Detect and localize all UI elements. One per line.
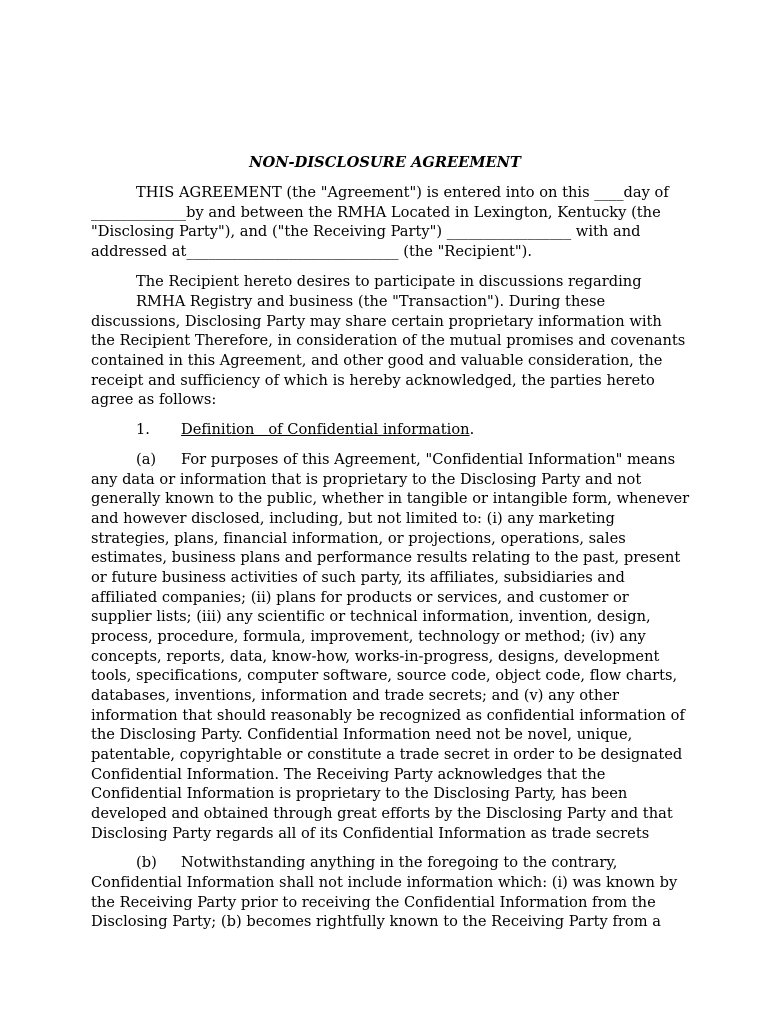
section-number: 1. xyxy=(136,421,150,438)
para-a-line: For purposes of this Agreement, "Confidential Information" means xyxy=(181,451,676,468)
para-a-line: concepts, reports, data, know-how, works-in-progress, designs, development xyxy=(91,648,660,665)
intro-line: THIS AGREEMENT (the "Agreement") is entered into on this ____day of xyxy=(136,184,669,201)
section-heading-period: . xyxy=(469,421,475,438)
para-a-label: (a) xyxy=(136,451,157,468)
para-b-line: Notwithstanding anything in the foregoing to the contrary, xyxy=(181,854,618,871)
para-a-line: affiliated companies; (ii) plans for products or services, and customer or xyxy=(91,589,629,606)
intro-line: _____________by and between the RMHA Located in Lexington, Kentucky (the xyxy=(91,204,661,221)
para-a-line: estimates, business plans and performance results relating to the past, present xyxy=(91,549,681,566)
recital-line: contained in this Agreement, and other good and valuable consideration, the xyxy=(91,352,663,369)
para-a-line: Confidential Information. The Receiving Party acknowledges that the xyxy=(91,766,606,783)
para-a-line: or future business activities of such party, its affiliates, subsidiaries and xyxy=(91,569,625,586)
para-a-line: patentable, copyrightable or constitute a trade secret in order to be designated xyxy=(91,746,683,763)
para-a-line: supplier lists; (iii) any scientific or technical information, invention, design, xyxy=(91,608,651,625)
para-a-line: Confidential Information is proprietary to the Disclosing Party, has been xyxy=(91,785,628,802)
para-a-line: Disclosing Party regards all of its Confidential Information as trade secrets xyxy=(91,825,650,842)
recital-line: agree as follows: xyxy=(91,391,217,408)
recital-line: the Recipient Therefore, in consideration of the mutual promises and covenants xyxy=(91,332,686,349)
recital-line: RMHA Registry and business (the "Transaction"). During these xyxy=(136,293,606,310)
para-b-line: Disclosing Party; (b) becomes rightfully known to the Receiving Party from a xyxy=(91,913,661,930)
recital-line: The Recipient hereto desires to participate in discussions regarding xyxy=(136,273,642,290)
section-heading-text: Definition of Confidential information xyxy=(181,421,470,438)
para-a-line: and however disclosed, including, but not limited to: (i) any marketing xyxy=(91,510,615,527)
intro-line: addressed at_____________________________ (the "Recipient"). xyxy=(91,243,532,260)
para-a-line: tools, specifications, computer software, source code, object code, flow charts, xyxy=(91,667,678,684)
para-a-line: any data or information that is proprietary to the Disclosing Party and not xyxy=(91,471,642,488)
para-a-line: strategies, plans, financial information, or projections, operations, sales xyxy=(91,530,626,547)
para-a-line: developed and obtained through great efforts by the Disclosing Party and that xyxy=(91,805,673,822)
recital-line: discussions, Disclosing Party may share certain proprietary information with xyxy=(91,313,662,330)
para-b-line: Confidential Information shall not include information which: (i) was known by xyxy=(91,874,678,891)
document-title: NON-DISCLOSURE AGREEMENT xyxy=(249,154,521,171)
para-b-label: (b) xyxy=(136,854,157,871)
para-a-line: information that should reasonably be recognized as confidential information of xyxy=(91,707,685,724)
para-a-line: the Disclosing Party. Confidential Information need not be novel, unique, xyxy=(91,726,633,743)
para-a-line: generally known to the public, whether in tangible or intangible form, whenever xyxy=(91,490,690,507)
para-b-line: the Receiving Party prior to receiving the Confidential Information from the xyxy=(91,894,656,911)
para-a-line: databases, inventions, information and trade secrets; and (v) any other xyxy=(91,687,619,704)
para-a-line: process, procedure, formula, improvement, technology or method; (iv) any xyxy=(91,628,646,645)
intro-line: "Disclosing Party"), and ("the Receiving Party") _________________ with and xyxy=(91,223,641,240)
recital-line: receipt and sufficiency of which is hereby acknowledged, the parties hereto xyxy=(91,372,655,389)
section-heading xyxy=(181,420,474,440)
